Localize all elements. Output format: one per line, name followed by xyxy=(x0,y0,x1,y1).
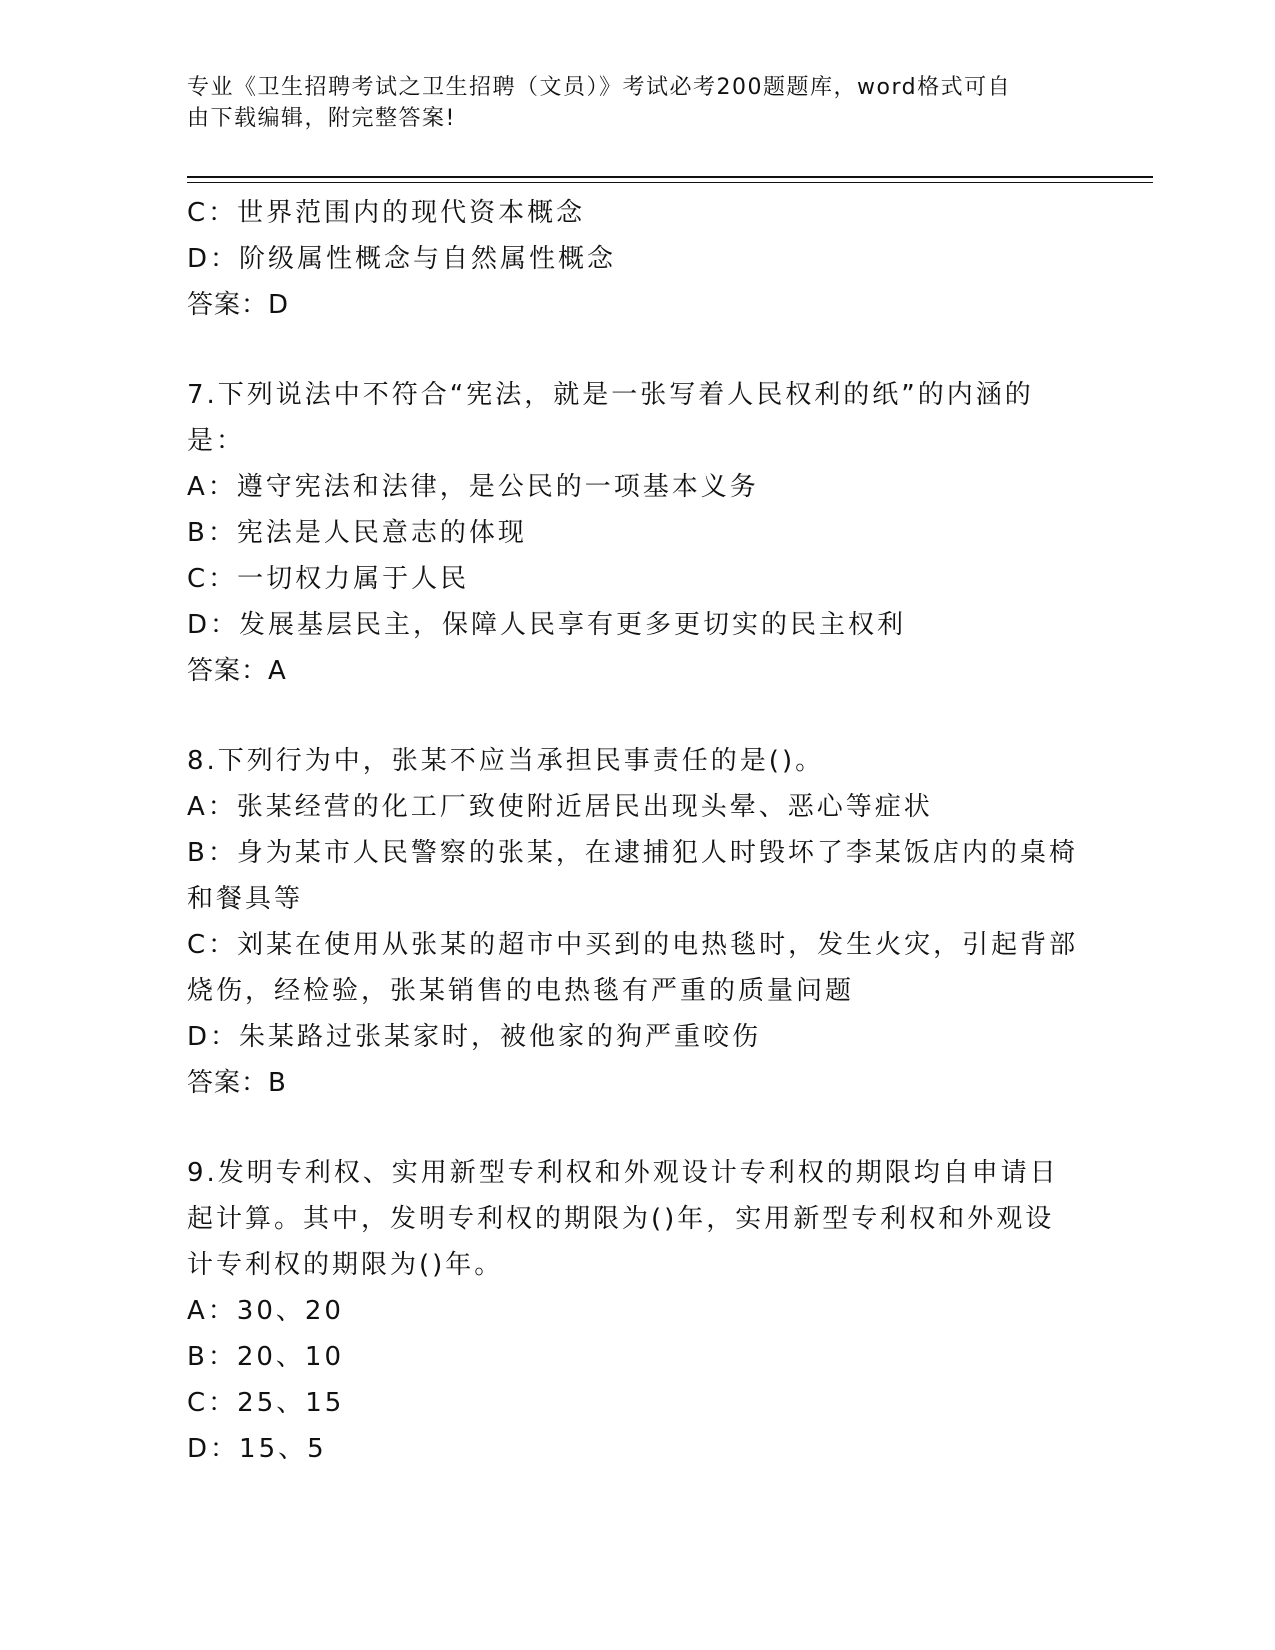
option-d: D：发展基层民主，保障人民享有更多更切实的民主权利 xyxy=(187,610,907,640)
option-b: B：20、10 xyxy=(187,1342,345,1372)
question-block-8 xyxy=(187,738,1079,1106)
question-stem-line: 8.下列行为中，张某不应当承担民事责任的是()。 xyxy=(187,746,825,776)
answer-line: 答案：B xyxy=(187,1068,287,1098)
header-rule-thin xyxy=(187,182,1153,183)
question-stem-line: 起计算。其中，发明专利权的期限为()年，实用新型专利权和外观设 xyxy=(187,1204,1055,1234)
option-c: C：世界范围内的现代资本概念 xyxy=(187,198,586,228)
question-stem-line: 7.下列说法中不符合“宪法，就是一张写着人民权利的纸”的内涵的 xyxy=(187,380,1034,410)
document-header xyxy=(187,72,1067,134)
option-c: C：刘某在使用从张某的超市中买到的电热毯时，发生火灾，引起背部 xyxy=(187,930,1079,960)
option-b: B：身为某市人民警察的张某，在逮捕犯人时毁坏了李某饭店内的桌椅 xyxy=(187,838,1078,868)
option-b-continued: 和餐具等 xyxy=(187,884,304,914)
answer-line: 答案：D xyxy=(187,290,290,320)
option-d: D：15、5 xyxy=(187,1434,327,1464)
question-block-7 xyxy=(187,372,1067,694)
question-stem-line: 计专利权的期限为()年。 xyxy=(187,1250,504,1280)
spacer xyxy=(187,1106,1067,1150)
option-b: B：宪法是人民意志的体现 xyxy=(187,518,527,548)
header-line-2: 由下载编辑，附完整答案! xyxy=(187,106,456,131)
option-c-continued: 烧伤，经检验，张某销售的电热毯有严重的质量问题 xyxy=(187,976,855,1006)
question-stem-line: 是： xyxy=(187,426,246,456)
spacer xyxy=(187,694,1067,738)
question-block-6 xyxy=(187,190,1067,328)
header-rule-thick xyxy=(187,176,1153,178)
answer-line: 答案：A xyxy=(187,656,287,686)
option-c: C：25、15 xyxy=(187,1388,345,1418)
option-a: A：张某经营的化工厂致使附近居民出现头晕、恶心等症状 xyxy=(187,792,933,822)
header-line-1: 专业《卫生招聘考试之卫生招聘（文员）》考试必考200题题库，word格式可自 xyxy=(187,75,1012,100)
question-block-9 xyxy=(187,1150,1067,1472)
option-d: D：朱某路过张某家时，被他家的狗严重咬伤 xyxy=(187,1022,762,1052)
spacer xyxy=(187,328,1067,372)
question-list xyxy=(187,190,1079,1472)
option-c: C：一切权力属于人民 xyxy=(187,564,470,594)
option-a: A：遵守宪法和法律，是公民的一项基本义务 xyxy=(187,472,759,502)
option-a: A：30、20 xyxy=(187,1296,344,1326)
question-stem-line: 9.发明专利权、实用新型专利权和外观设计专利权的期限均自申请日 xyxy=(187,1158,1059,1188)
option-d: D：阶级属性概念与自然属性概念 xyxy=(187,244,617,274)
